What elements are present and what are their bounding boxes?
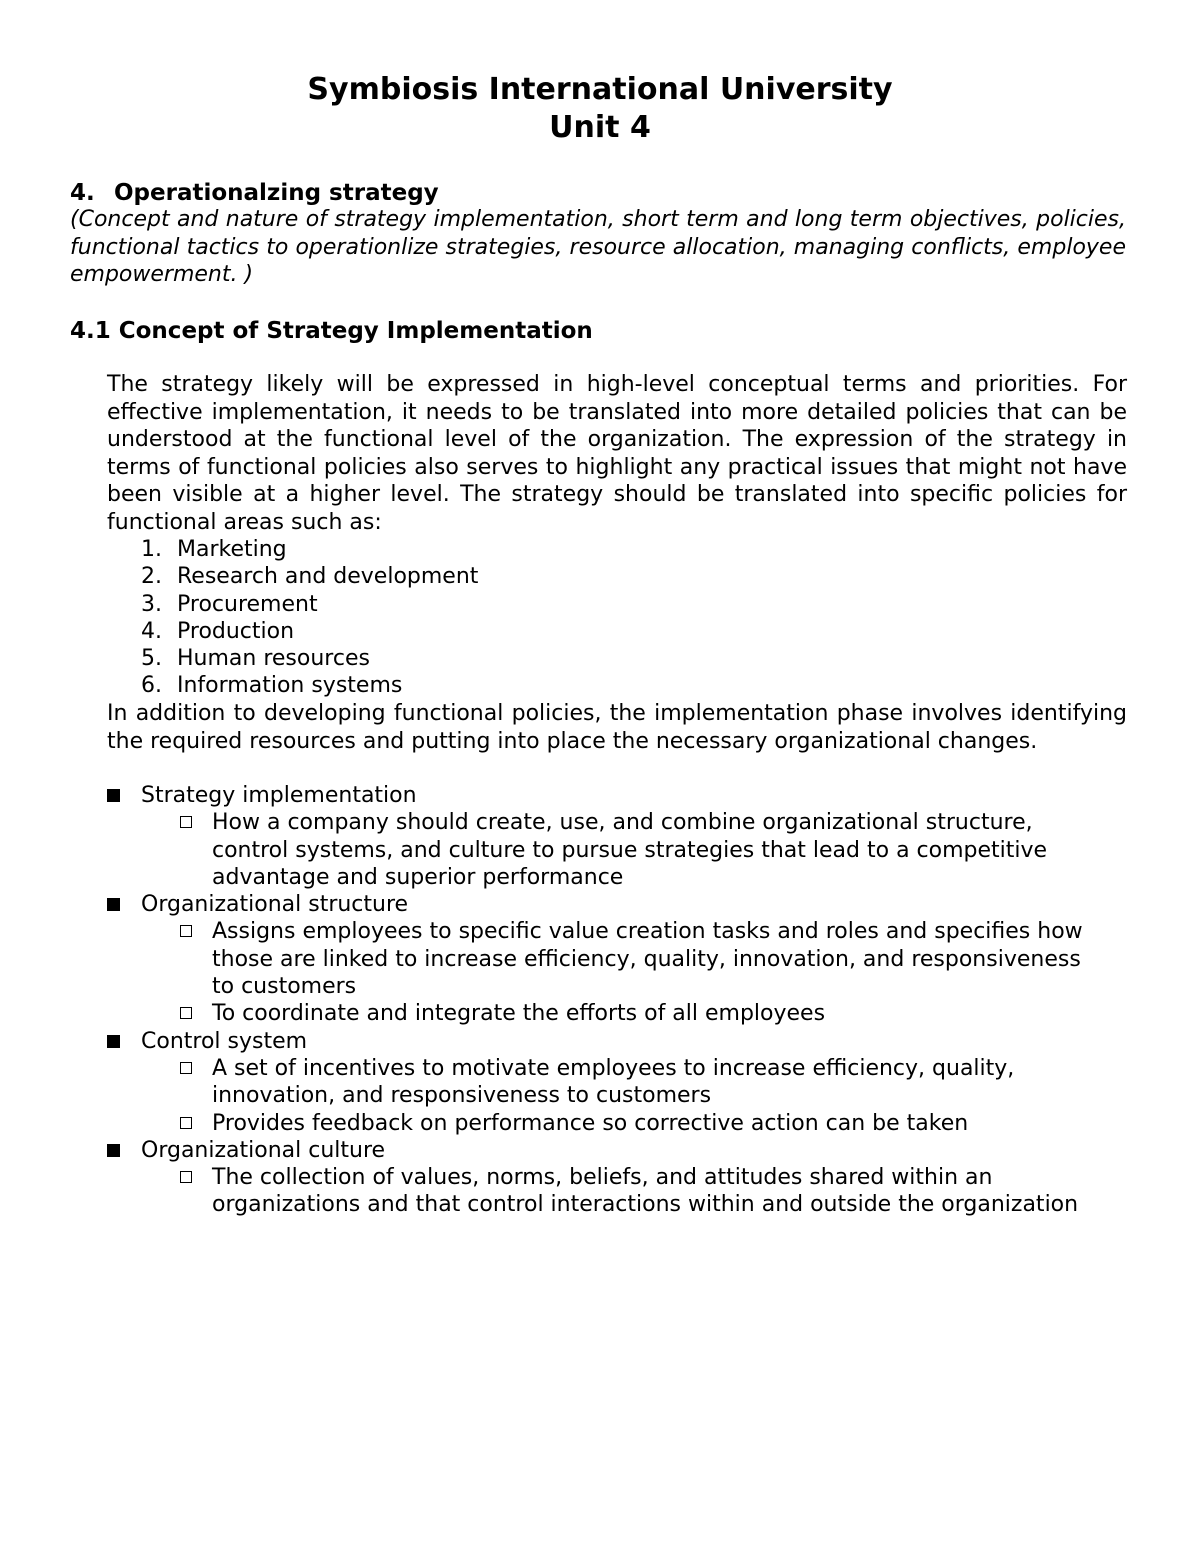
outline-sublist (141, 1164, 1105, 1219)
outline-label: Organizational structure (141, 892, 409, 918)
square-bullet-icon (107, 1144, 120, 1157)
list-item (107, 563, 478, 590)
hollow-square-bullet-icon (180, 925, 192, 937)
list-item (107, 672, 478, 699)
list-number: 4. (141, 618, 162, 644)
outline-item (105, 782, 1105, 891)
implementation-paragraph: The strategy likely will be expressed in high-level conceptual terms and priorities. For effective implementation, it needs to be translated into more detailed policies that can be understood at the functional level of the organization. The expression of the strategy in terms of functional policies also serves to highlight any practical issues that might not have been visible at a higher level. The strategy should be translated into specific policies for functional areas such as: (107, 372, 1127, 535)
section-4-title: Operationalzing strategy (114, 180, 439, 206)
list-number: 5. (141, 646, 162, 672)
outline-sublist (141, 1055, 1105, 1137)
outline-sublist (141, 809, 1105, 891)
outline-subitem (141, 1110, 1105, 1137)
outline-subitem (141, 1055, 1105, 1110)
hollow-square-bullet-icon (180, 1007, 192, 1019)
outline-subitem (141, 1164, 1105, 1219)
outline-subitem-text: A set of incentives to motivate employees to increase efficiency, quality, innovation, and responsiveness to customers (212, 1055, 1015, 1109)
outline-subitem (141, 918, 1105, 1000)
list-text: Human resources (177, 646, 370, 672)
outline-subitem-text: Assigns employees to specific value creation tasks and roles and specifies how those are linked to increase efficiency, quality, innovation, and responsiveness to customers (212, 919, 1083, 1000)
hollow-square-bullet-icon (180, 1062, 192, 1074)
square-bullet-icon (107, 898, 120, 911)
outline-subitem-text: To coordinate and integrate the efforts of all employees (212, 1001, 826, 1027)
outline-sublist (141, 918, 1105, 1027)
list-number: 6. (141, 673, 162, 699)
implementation-outline (105, 782, 1105, 1219)
outline-item (105, 891, 1105, 1027)
outline-label: Organizational culture (141, 1137, 386, 1163)
square-bullet-icon (107, 789, 120, 802)
outline-item (105, 1137, 1105, 1219)
hollow-square-bullet-icon (180, 1117, 192, 1129)
outline-item (105, 1028, 1105, 1137)
list-text: Production (177, 618, 295, 644)
outline-subitem (141, 1000, 1105, 1027)
outline-label: Strategy implementation (141, 783, 417, 808)
list-number: 3. (141, 591, 162, 617)
outline-subitem (141, 809, 1105, 891)
resources-paragraph: In addition to developing functional policies, the implementation phase involves identifying the required resources and putting into place the necessary organizational changes. (107, 701, 1127, 754)
square-bullet-icon (107, 1035, 120, 1048)
section-4-number: 4. (70, 180, 95, 206)
outline-label: Control system (141, 1028, 308, 1054)
outline-subitem-text: How a company should create, use, and combine organizational structure, control systems, and culture to pursue strategies that lead to a competitive advantage and superior performance (212, 810, 1048, 890)
functional-areas-list (107, 536, 478, 700)
document-title: Symbiosis International University (307, 72, 893, 107)
outline-subitem-text: Provides feedback on performance so corrective action can be taken (212, 1110, 969, 1136)
list-number: 1. (141, 537, 162, 562)
list-text: Information systems (177, 673, 403, 699)
hollow-square-bullet-icon (180, 816, 192, 828)
section-4-heading (70, 179, 439, 207)
list-text: Procurement (177, 591, 318, 617)
section-4-intro: (Concept and nature of strategy implementation, short term and long term objectives, policies, functional tactics to operationlize strategies, resource allocation, managing conflicts, employee empowerment. ) (70, 207, 1126, 287)
hollow-square-bullet-icon (180, 1171, 192, 1183)
list-text: Research and development (177, 564, 479, 590)
list-item (107, 618, 478, 645)
list-item (107, 645, 478, 672)
list-item (107, 591, 478, 618)
list-item (107, 536, 478, 563)
list-text: Marketing (177, 537, 287, 562)
section-4-1-heading: 4.1 Concept of Strategy Implementation (70, 318, 593, 344)
document-subtitle: Unit 4 (549, 110, 651, 145)
outline-subitem-text: The collection of values, norms, beliefs, and attitudes shared within an organizations and that control interactions within and outside the organization (212, 1165, 1079, 1218)
list-number: 2. (141, 564, 162, 590)
